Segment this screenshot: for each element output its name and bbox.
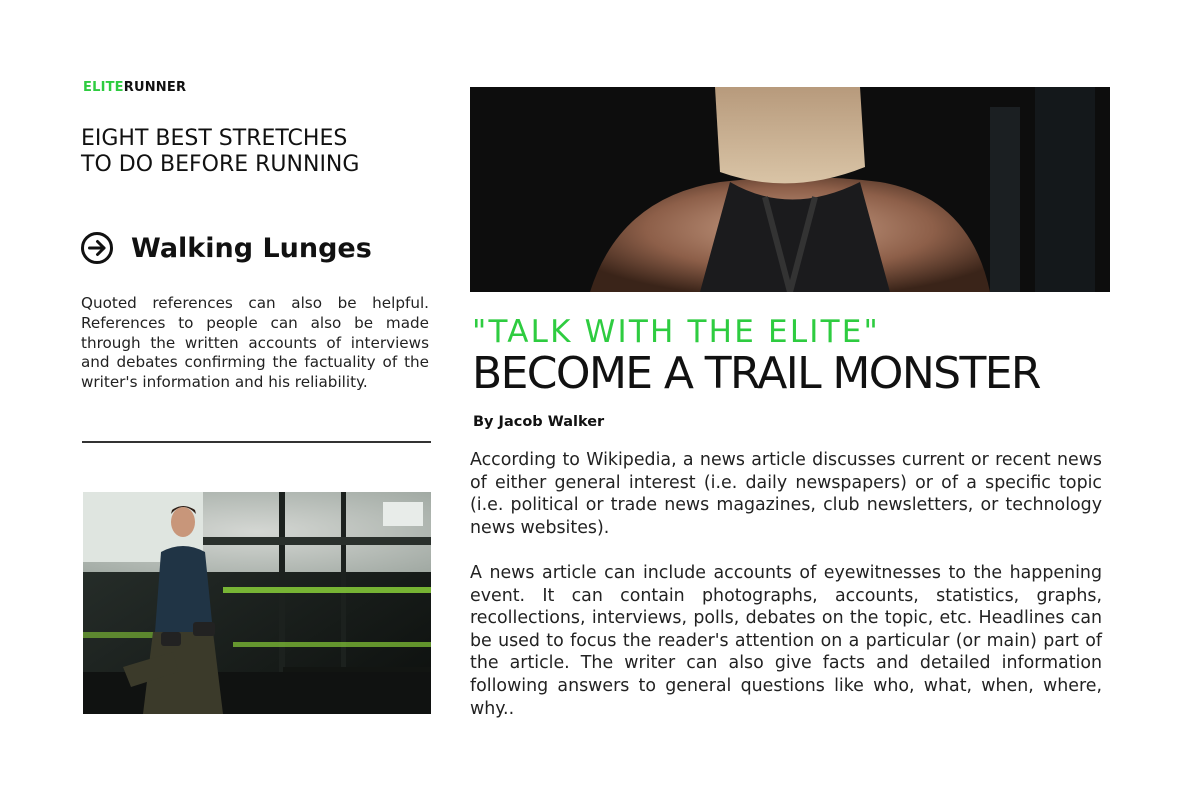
arrow-right-circle-icon xyxy=(80,231,114,265)
gym-photo xyxy=(83,492,431,714)
section-heading: Walking Lunges xyxy=(131,232,372,264)
article-kicker: "TALK WITH THE ELITE" xyxy=(472,314,881,350)
divider xyxy=(82,441,431,443)
brand-runner: RUNNER xyxy=(123,80,187,95)
sidebar-title: EIGHT BEST STRETCHES TO DO BEFORE RUNNING xyxy=(81,126,360,177)
article-byline: By Jacob Walker xyxy=(473,414,605,430)
article-paragraph-2: A news article can include accounts of eyewitnesses to the happening event. It can contain photographs, accounts, statistics, graphs, recollections, interviews, polls, debates on the topic, etc. Headlines can be used to focus the reader's attention on a particular (or main) part of the article. The writer can also give facts and detailed information following answers to general questions like who, what, when, where, why.. xyxy=(470,563,1102,719)
athlete-back-photo xyxy=(470,87,1110,292)
article-paragraph-1: According to Wikipedia, a news article discusses current or recent news of either general interest (i.e. daily newspapers) or of a specific topic (i.e. political or trade news magazines, club newsletters, or technology news websites). xyxy=(470,450,1102,538)
article-headline: BECOME A TRAIL MONSTER xyxy=(472,348,1040,399)
sidebar-quote: Quoted references can also be helpful. References to people can also be made through the written accounts of interviews and debates confirming the factuality of the writer's information and his reliability. xyxy=(81,294,429,392)
brand-logo xyxy=(83,80,186,95)
section-header xyxy=(80,230,372,266)
brand-elite: ELITE xyxy=(83,80,124,95)
